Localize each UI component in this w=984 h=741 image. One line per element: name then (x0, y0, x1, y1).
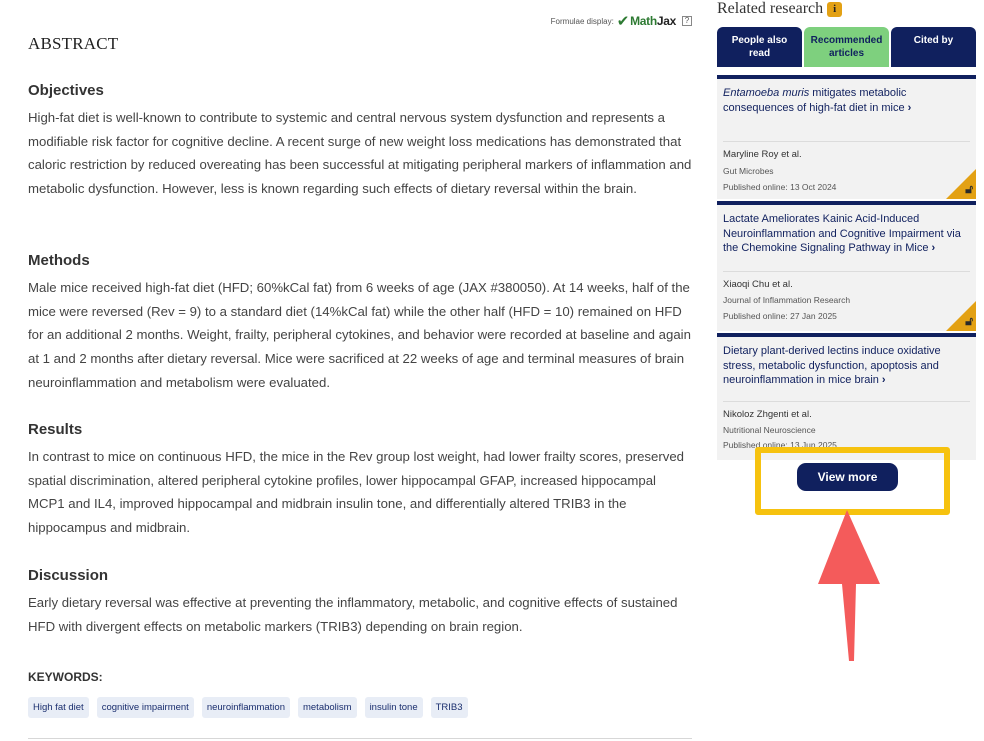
results-heading: Results (28, 421, 83, 438)
chevron-right-icon: › (881, 374, 886, 387)
card-divider (723, 401, 970, 402)
help-icon[interactable]: ? (682, 16, 692, 26)
formulae-display[interactable] (551, 12, 692, 30)
related-research-tabs (717, 27, 976, 67)
keyword-tag[interactable]: insulin tone (365, 697, 423, 718)
mathjax-logo[interactable] (617, 12, 676, 30)
mathjax-logo-math: Math (630, 14, 657, 28)
related-research-heading (717, 0, 842, 18)
objectives-text: High-fat diet is well-known to contribute to systemic and central nervous system dysfunction and represents a modifiable risk factor for cognitive decline. A recent surge of new weight loss medications has demonstrated that caloric restriction by reduced overeating has been successful at mitigating peripheral markers of inflammation and metabolic dysfunction. However, less is known regarding such effects of dietary reversal within the brain. (28, 110, 692, 197)
article-authors: Maryline Roy et al. (723, 149, 802, 160)
objectives-heading: Objectives (28, 82, 104, 99)
up-arrow-annotation (818, 510, 882, 662)
formulae-display-label: Formulae display: (550, 16, 614, 26)
article-title-link[interactable] (723, 344, 967, 388)
keywords-list (28, 697, 468, 718)
article-title-text: Lactate Ameliorates Kainic Acid-Induced Neuroinflammation and Cognitive Impairment via the Chemokine Signaling Pathway in Mice (723, 213, 961, 255)
open-access-lock-icon: 🔓︎ (965, 182, 973, 196)
tab-recommended-articles[interactable] (804, 27, 889, 67)
keyword-tag[interactable]: TRIB3 (431, 697, 468, 718)
view-more-button[interactable]: View more (797, 463, 898, 491)
mathjax-check-icon: ✔ (616, 13, 630, 30)
mathjax-logo-jax: Jax (656, 14, 676, 28)
info-icon[interactable]: i (827, 2, 842, 17)
article-published-date: Published online: 27 Jan 2025 (723, 311, 837, 321)
methods-text: Male mice received high-fat diet (HFD; 60%kCal fat) from 6 weeks of age (JAX #380050). At 14 weeks, half of the mice were reversed (Rev = 9) to a standard diet (14%kCal fat) while the other half (HFD = 10) remained on HFD for an additional 2 months. Weight, frailty, peripheral cytokines, and behavior were recorded at baseline and again at 1 and 2 months after dietary reversal. Mice were sacrificed at 22 weeks of age and terminal measures of brain neuroinflammation and metabolism were evaluated. (28, 280, 691, 390)
tab-label: articles (828, 48, 865, 59)
open-access-lock-icon: 🔓︎ (965, 314, 973, 328)
discussion-heading: Discussion (28, 567, 109, 584)
divider (28, 738, 692, 739)
article-journal: Nutritional Neuroscience (723, 425, 816, 435)
article-title-link[interactable] (723, 86, 967, 115)
keyword-tag[interactable]: High fat diet (28, 697, 89, 718)
methods-heading: Methods (28, 252, 90, 269)
article-published-date: Published online: 13 Jun 2025 (723, 440, 837, 450)
tab-label: read (748, 48, 771, 59)
article-title-italic: Entamoeba muris (723, 87, 810, 99)
card-divider (723, 141, 970, 142)
keywords-label: KEYWORDS: (28, 670, 103, 684)
article-title-text: mitigates metabolic consequences of high-fat diet in mice (723, 87, 907, 114)
keyword-tag[interactable]: neuroinflammation (202, 697, 290, 718)
chevron-right-icon: › (931, 242, 936, 255)
keyword-tag[interactable]: metabolism (298, 697, 357, 718)
article-authors: Nikoloz Zhgenti et al. (723, 409, 812, 420)
chevron-right-icon: › (907, 101, 912, 114)
abstract-heading: ABSTRACT (28, 34, 119, 53)
keyword-tag[interactable]: cognitive impairment (97, 697, 194, 718)
tab-people-also-read[interactable] (717, 27, 802, 67)
article-published-date: Published online: 13 Oct 2024 (723, 182, 837, 192)
results-text: In contrast to mice on continuous HFD, the mice in the Rev group lost weight, had lower frailty scores, preserved spatial discrimination, altered peripheral cytokine profiles, lower hippocampal GFAP, increased hippocampal MCP1 and IL4, improved hippocampal and midbrain insulin tone, and differentially altered TRIB3 in the hippocampus and midbrain. (28, 449, 685, 536)
highlight-box (755, 447, 950, 515)
article-title-link[interactable] (723, 212, 967, 256)
tab-label: Recommended (810, 35, 883, 46)
tab-label: People also (731, 35, 788, 46)
article-title-text: Dietary plant-derived lectins induce oxidative stress, metabolic dysfunction, apoptosis and neuroinflammation in mice brain (723, 345, 941, 387)
card-divider (723, 271, 970, 272)
article-card (717, 333, 976, 460)
tab-label: Cited by (913, 35, 954, 46)
article-authors: Xiaoqi Chu et al. (723, 279, 793, 290)
related-research-title: Related research (717, 0, 824, 17)
abstract-panel (28, 0, 692, 741)
discussion-text: Early dietary reversal was effective at preventing the inflammatory, metabolic, and cognitive effects of sustained HFD with divergent effects on metabolic markers (TRIB3) depending on brain region. (28, 595, 678, 634)
article-journal: Journal of Inflammation Research (723, 295, 851, 305)
tab-cited-by[interactable] (891, 27, 976, 67)
article-card (717, 75, 976, 199)
article-journal: Gut Microbes (723, 166, 774, 176)
article-card (717, 201, 976, 331)
